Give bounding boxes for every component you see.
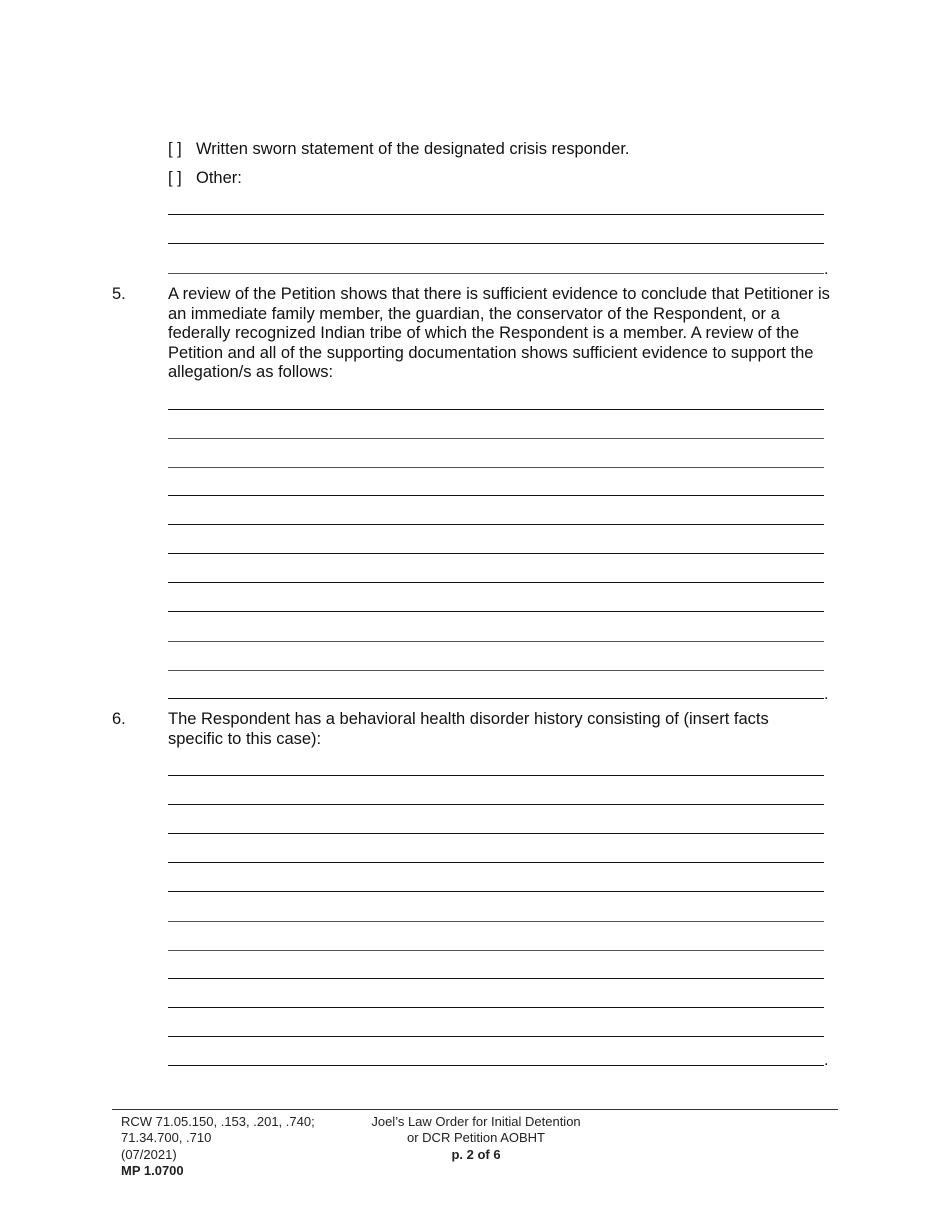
footer-rcw-line: 71.34.700, .710 [121,1130,212,1146]
fill-in-line[interactable] [168,243,824,244]
fill-in-line[interactable] [168,921,824,922]
checkbox-label: Other: [196,169,242,187]
fill-in-line[interactable] [168,214,824,215]
footer-title-line: Joel’s Law Order for Initial Detention [371,1114,581,1129]
fill-in-line[interactable] [168,1065,824,1066]
footer-form-number: MP 1.0700 [121,1162,184,1178]
fill-in-line[interactable] [168,950,824,951]
section-5-text: A review of the Petition shows that there is sufficient evidence to conclude that Petitioner is an immediate family member, the guardian, the conservator of the Respondent, or a federally recognized Indian tribe of which the Respondent is a member. A review of the Petition and all of the supporting documentation shows sufficient evidence to support the allegation/s as follows: [168,285,830,381]
fill-in-line[interactable] [168,611,824,612]
fill-in-line[interactable] [168,862,824,863]
section-6-number: 6. [112,710,126,728]
fill-in-line[interactable] [168,553,824,554]
checkbox[interactable]: [ ] [168,140,182,158]
fill-in-line[interactable] [168,273,824,274]
checkbox-label: Written sworn statement of the designated crisis responder. [196,140,630,158]
fill-in-line[interactable] [168,495,824,496]
footer-divider [112,1109,838,1110]
fill-in-line[interactable] [168,698,824,699]
line-end-period: . [824,686,829,703]
fill-in-line[interactable] [168,409,824,410]
footer-title-line: or DCR Petition AOBHT [407,1130,545,1146]
footer-rcw-line: RCW 71.05.150, .153, .201, .740; [121,1114,315,1129]
fill-in-line[interactable] [168,804,824,805]
footer-statute-citation [121,1114,315,1179]
fill-in-line[interactable] [168,582,824,583]
checkbox-option-sworn-statement[interactable] [168,139,630,159]
fill-in-line[interactable] [168,775,824,776]
footer-form-title [350,1114,602,1163]
fill-in-line[interactable] [168,467,824,468]
fill-in-line[interactable] [168,833,824,834]
fill-in-line[interactable] [168,641,824,642]
checkbox[interactable]: [ ] [168,169,182,187]
footer-revision-date: (07/2021) [121,1146,177,1162]
checkbox-option-other[interactable] [168,168,242,188]
section-6-text: The Respondent has a behavioral health disorder history consisting of (insert facts specific to this case): [168,710,769,748]
fill-in-line[interactable] [168,891,824,892]
fill-in-line[interactable] [168,1007,824,1008]
footer-page-number: p. 2 of 6 [451,1146,501,1162]
fill-in-line[interactable] [168,524,824,525]
fill-in-line[interactable] [168,438,824,439]
section-5-number: 5. [112,285,126,303]
fill-in-line[interactable] [168,978,824,979]
line-end-period: . [824,1052,829,1069]
fill-in-line[interactable] [168,1036,824,1037]
line-end-period: . [824,261,829,278]
fill-in-line[interactable] [168,670,824,671]
